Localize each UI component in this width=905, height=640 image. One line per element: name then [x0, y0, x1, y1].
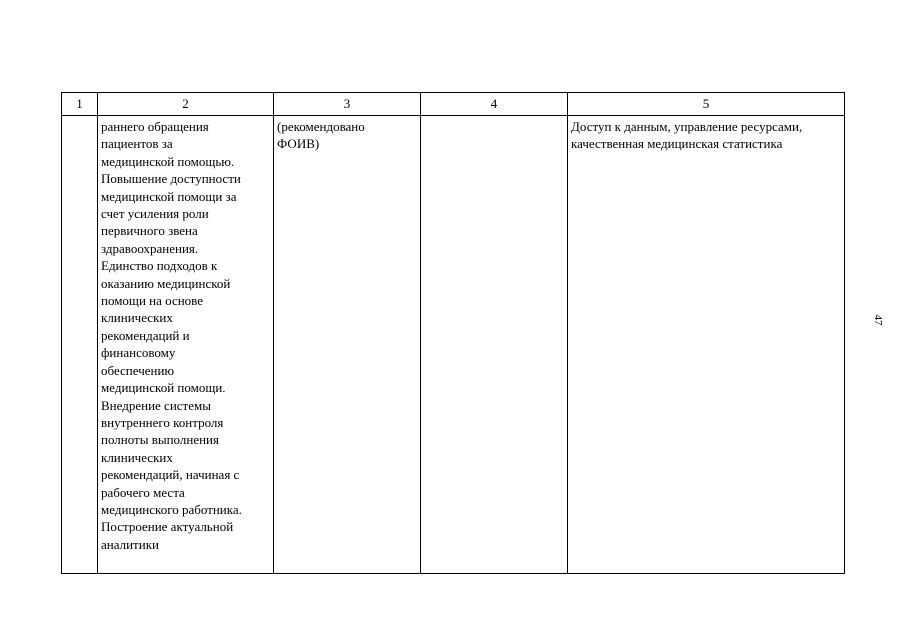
cell-col-3 — [274, 116, 421, 574]
cell-col-5 — [568, 116, 845, 574]
cell-col-1 — [62, 116, 98, 574]
table-body — [62, 116, 845, 574]
header-col-2: 2 — [98, 93, 274, 116]
header-col-1: 1 — [62, 93, 98, 116]
cell-col-2 — [98, 116, 274, 574]
cell-col-4-text — [421, 116, 567, 118]
header-col-5: 5 — [568, 93, 845, 116]
header-col-4: 4 — [421, 93, 568, 116]
document-table — [61, 92, 845, 574]
cell-col-4 — [421, 116, 568, 574]
cell-col-1-text — [62, 116, 97, 118]
cell-col-5-text: Доступ к данным, управление ресурсами, качественная медицинская статистика — [571, 119, 803, 152]
page-number: 47 — [872, 314, 884, 326]
table-header — [62, 93, 845, 116]
cell-col-3-text: (рекомендовано ФОИВ) — [277, 119, 365, 152]
header-row — [62, 93, 845, 116]
cell-col-2-text: раннего обращения пациентов за медицинской помощью. Повышение доступности медицинской помощи за счет усиления роли первичного звена здравоохранения. Единство подходов к оказанию медицинской помощи на основе клинических рекомендаций и финансовому обеспечению медицинской помощи. Внедрение системы внутреннего контроля полноты выполнения клинических рекомендаций, начиная с рабочего места медицинского работника. Построение актуальной аналитики — [101, 119, 242, 552]
header-col-3: 3 — [274, 93, 421, 116]
table-row — [62, 116, 845, 574]
